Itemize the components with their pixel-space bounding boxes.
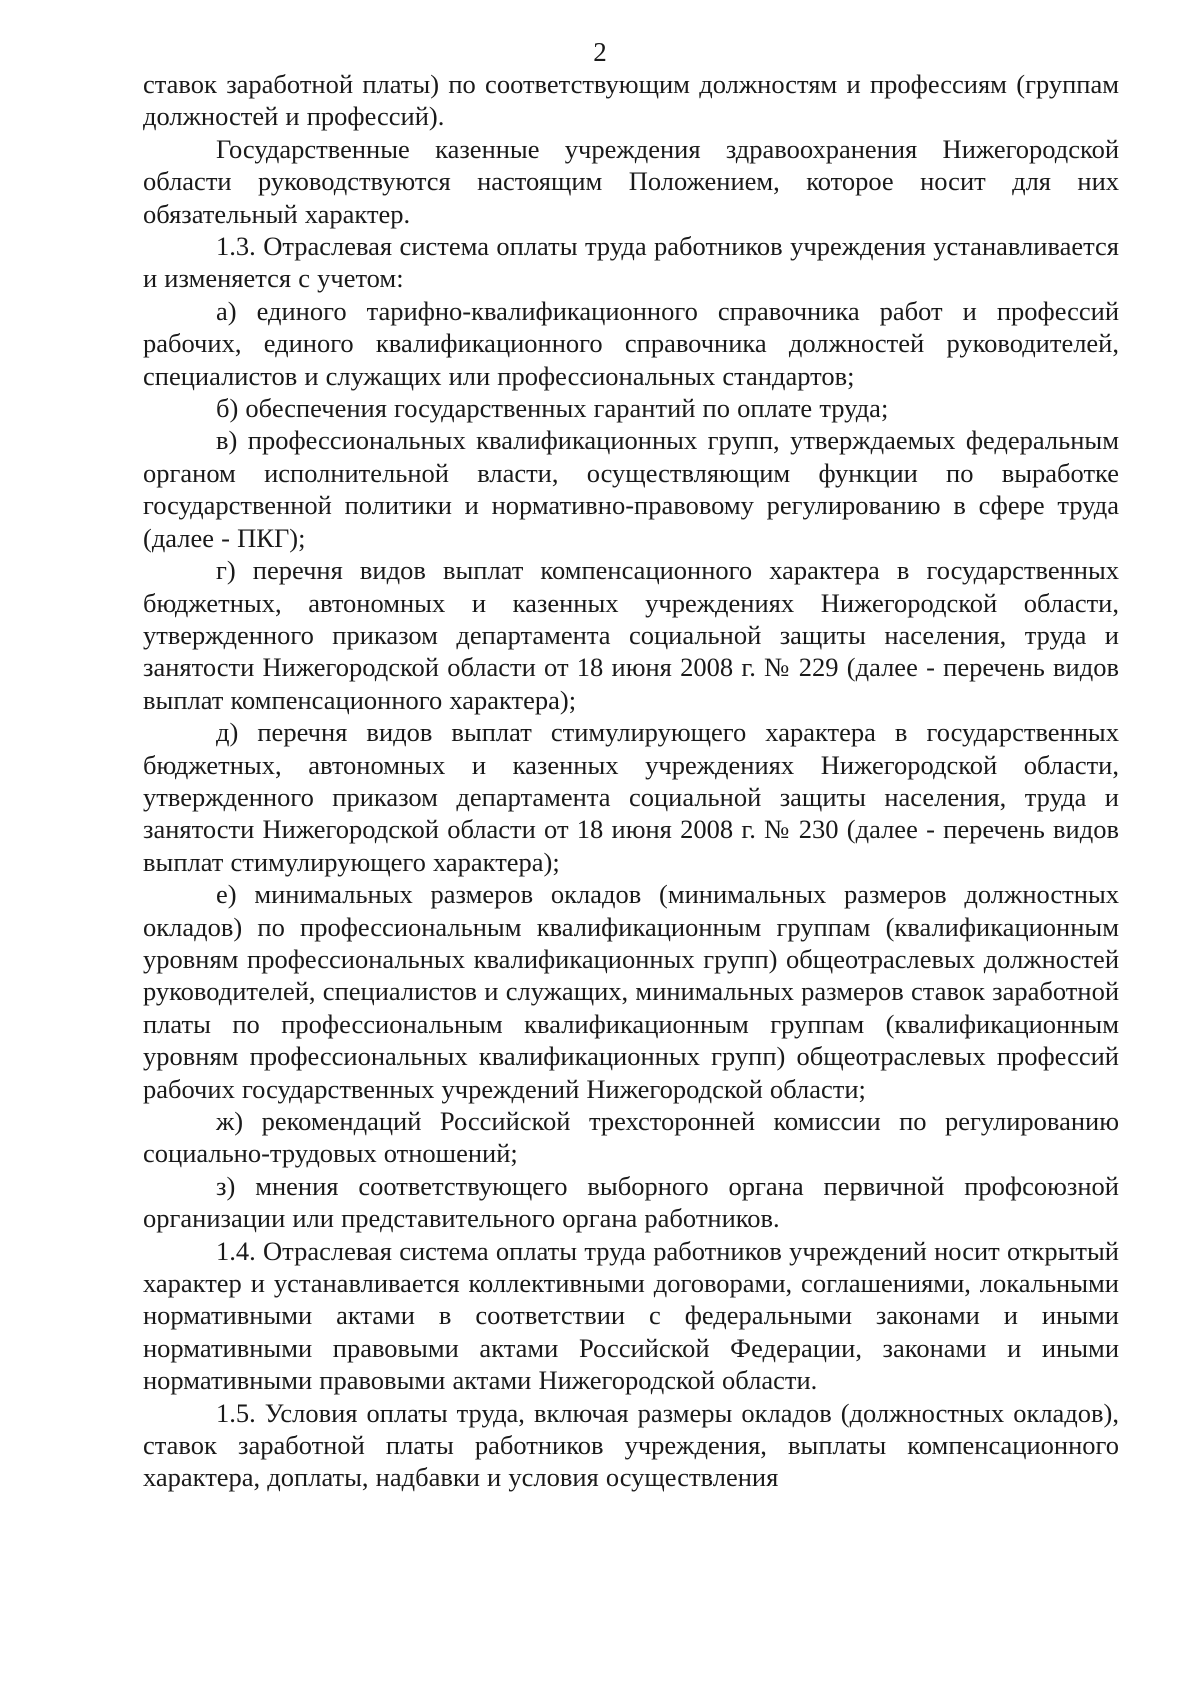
paragraph-continuation: ставок заработной платы) по соответствующим должностям и профессиям (группам должностей и профессий).	[143, 69, 1119, 132]
list-item-zh: ж) рекомендаций Российской трехсторонней комиссии по регулированию социально-трудовых отношений;	[143, 1106, 1119, 1169]
paragraph-1-5: 1.5. Условия оплаты труда, включая размеры окладов (должностных окладов), ставок заработной платы работников учреждения, выплаты компенсационного характера, доплаты, надбавки и условия осуществления	[143, 1397, 1119, 1493]
list-item-z: з) мнения соответствующего выборного органа первичной профсоюзной организации или представительного органа работников.	[143, 1170, 1119, 1234]
list-item-v: в) профессиональных квалификационных групп, утверждаемых федеральным органом исполнительной власти, осуществляющим функции по выработке государственной политики и нормативно-правовому регулированию в сфере труда (далее - ПКГ);	[143, 425, 1119, 553]
paragraph-institutions: Государственные казенные учреждения здравоохранения Нижегородской области руководствуются настоящим Положением, которое носит для них обязательный характер.	[143, 133, 1119, 229]
list-item-e: е) минимальных размеров окладов (минимальных размеров должностных окладов) по профессиональным квалификационным группам (квалификационным уровням профессиональных квалификационных групп) общеотраслевых должностей руководителей, специалистов и служащих, минимальных размеров ставок заработной платы по профессиональным квалификационным группам (квалификационным уровням профессиональных квалификационных групп) общеотраслевых профессий рабочих государственных учреждений Нижегородской области;	[143, 879, 1119, 1104]
document-body	[143, 68, 1119, 1494]
paragraph-1-3: 1.3. Отраслевая система оплаты труда работников учреждения устанавливается и изменяется с учетом:	[143, 231, 1119, 294]
list-item-g: г) перечня видов выплат компенсационного характера в государственных бюджетных, автономных и казенных учреждениях Нижегородской области, утвержденного приказом департамента социальной защиты населения, труда и занятости Нижегородской области от 18 июня 2008 г. № 229 (далее - перечень видов выплат компенсационного характера);	[143, 555, 1119, 715]
list-item-a: а) единого тарифно-квалификационного справочника работ и профессий рабочих, единого квалификационного справочника должностей руководителей, специалистов и служащих или профессиональных стандартов;	[143, 295, 1119, 391]
paragraph-1-4: 1.4. Отраслевая система оплаты труда работников учреждений носит открытый характер и устанавливается коллективными договорами, соглашениями, локальными нормативными актами в соответствии с федеральными законами и иными нормативными правовыми актами Российской Федерации, законами и иными нормативными правовыми актами Нижегородской области.	[143, 1235, 1119, 1396]
page-number: 2	[593, 37, 607, 67]
list-item-b: б) обеспечения государственных гарантий по оплате труда;	[216, 393, 889, 424]
list-item-d: д) перечня видов выплат стимулирующего характера в государственных бюджетных, автономных и казенных учреждениях Нижегородской области, утвержденного приказом департамента социальной защиты населения, труда и занятости Нижегородской области от 18 июня 2008 г. № 230 (далее - перечень видов выплат стимулирующего характера);	[143, 717, 1119, 877]
